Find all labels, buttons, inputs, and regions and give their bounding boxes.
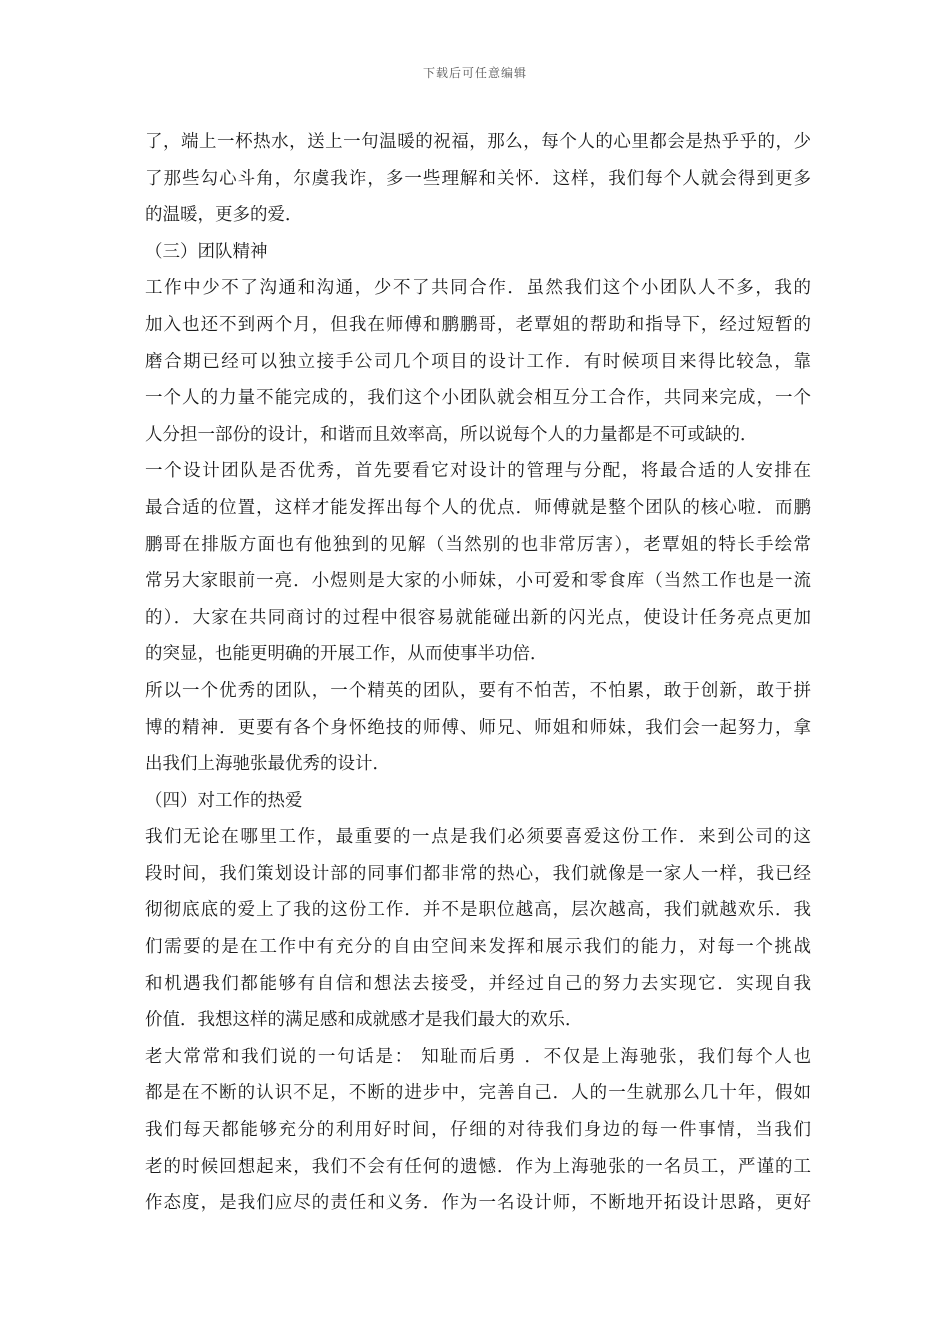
text-line: 一个设计团队是否优秀，首先要看它对设计的管理与分配，将最合适的人安排在	[145, 461, 811, 482]
text-line: 最合适的位置，这样才能发挥出每个人的优点．师傅就是整个团队的核心啦．而鹏	[145, 497, 811, 518]
text-line: 作态度，是我们应尽的责任和义务．作为一名设计师，不断地开拓设计思路，更好	[145, 1193, 811, 1214]
section-heading: （三）团队精神	[145, 241, 268, 262]
text-line: 博的精神．更要有各个身怀绝技的师傅、师兄、师姐和师妹，我们会一起努力，拿	[145, 717, 811, 738]
text-line: 我们无论在哪里工作，最重要的一点是我们必须要喜爱这份工作．来到公司的这	[145, 827, 811, 848]
text-line: 鹏哥在排版方面也有他独到的见解（当然别的也非常厉害），老覃姐的特长手绘常	[145, 534, 811, 555]
text-line: 了，端上一杯热水，送上一句温暖的祝福，那么，每个人的心里都会是热乎乎的，少	[145, 132, 811, 152]
text-line: 人分担一部份的设计，和谐而且效率高，所以说每个人的力量都是不可或缺的．	[145, 424, 758, 445]
text-line: 工作中少不了沟通和沟通，少不了共同合作．虽然我们这个小团队人不多，我的	[145, 278, 811, 299]
text-line: 的突显，也能更明确的开展工作，从而使事半功倍．	[145, 644, 548, 665]
text-line: 我们每天都能够充分的利用好时间，仔细的对待我们身边的每一件事情，当我们	[145, 1120, 811, 1141]
text-line: 价值．我想这样的满足感和成就感才是我们最大的欢乐．	[145, 1010, 583, 1031]
text-line: 磨合期已经可以独立接手公司几个项目的设计工作．有时候项目来得比较急，靠	[145, 351, 811, 372]
text-line: 们需要的是在工作中有充分的自由空间来发挥和展示我们的能力，对每一个挑战	[145, 937, 811, 958]
text-line: 出我们上海驰张最优秀的设计．	[145, 754, 390, 775]
text-line: 常另大家眼前一亮．小煜则是大家的小师妹，小可爱和零食库（当然工作也是一流	[145, 571, 811, 592]
text-line: 加入也还不到两个月，但我在师傅和鹏鹏哥，老覃姐的帮助和指导下，经过短暂的	[145, 314, 811, 335]
text-line: 彻彻底底的爱上了我的这份工作．并不是职位越高，层次越高，我们就越欢乐．我	[145, 900, 811, 921]
text-line: 老大常常和我们说的一句话是： 知耻而后勇 ．不仅是上海驰张，我们每个人也	[145, 1046, 811, 1067]
section-heading: （四）对工作的热爱	[145, 790, 303, 811]
page-header: 下载后可任意编辑	[422, 66, 527, 80]
text-line: 的温暖，更多的爱．	[145, 205, 303, 226]
text-line: 老的时候回想起来，我们不会有任何的遗憾．作为上海驰张的一名员工，严谨的工	[145, 1156, 811, 1177]
text-line: 都是在不断的认识不足，不断的进步中，完善自己．人的一生就那么几十年，假如	[145, 1083, 811, 1104]
text-line: 段时间，我们策划设计部的同事们都非常的热心，我们就像是一家人一样，我已经	[145, 863, 811, 884]
text-line: 所以一个优秀的团队，一个精英的团队，要有不怕苦，不怕累，敢于创新，敢于拼	[145, 680, 811, 701]
document-body	[145, 124, 811, 1222]
text-line: 了那些勾心斗角，尔虞我诈，多一些理解和关怀．这样，我们每个人就会得到更多	[145, 168, 811, 189]
text-line: 和机遇我们都能够有自信和想法去接受，并经过自己的努力去实现它．实现自我	[145, 973, 811, 994]
text-line: 一个人的力量不能完成的，我们这个小团队就会相互分工合作，共同来完成，一个	[145, 388, 811, 409]
text-line: 的）．大家在共同商讨的过程中很容易就能碰出新的闪光点，使设计任务亮点更加	[145, 607, 811, 628]
